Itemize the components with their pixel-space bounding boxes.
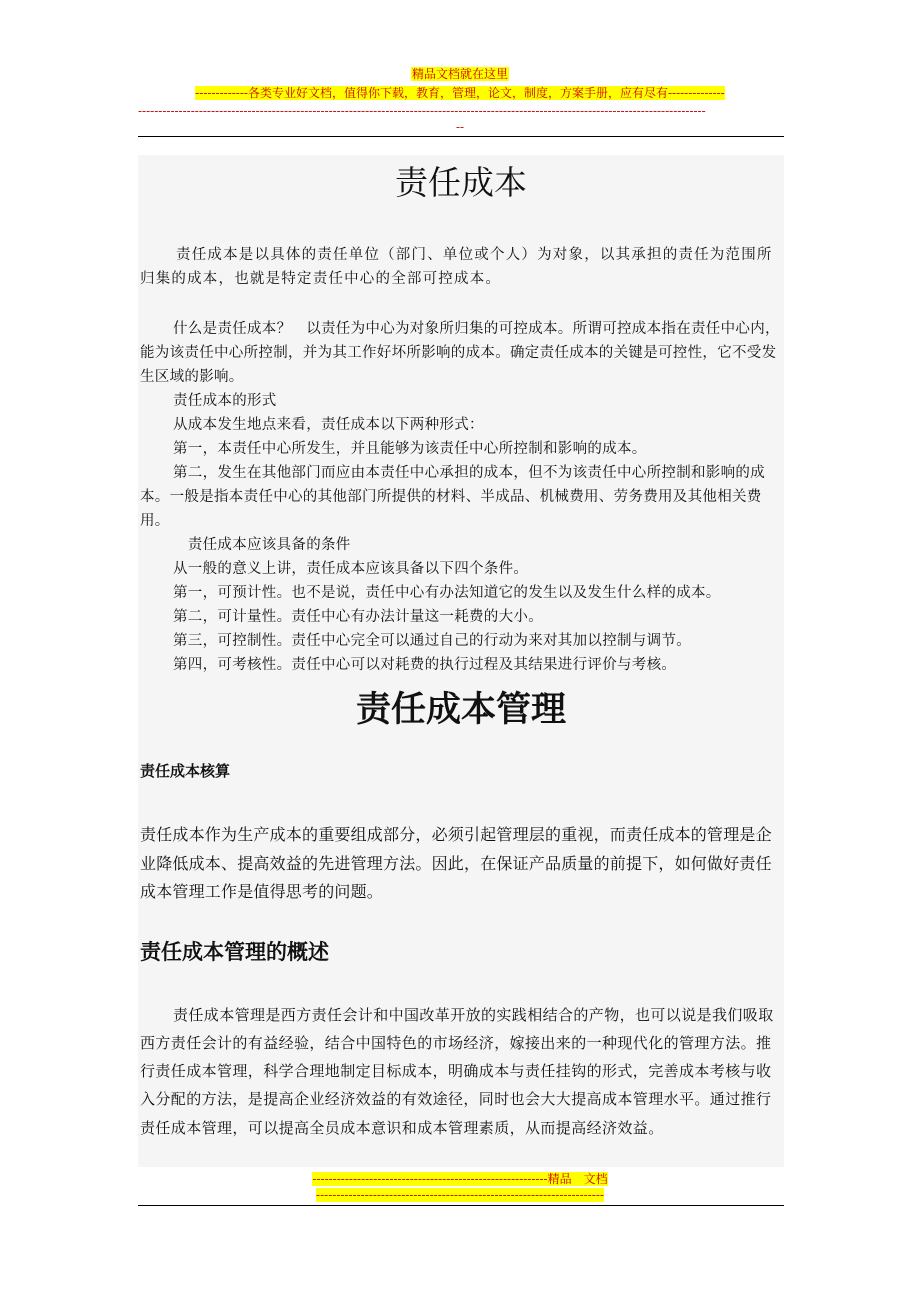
paragraph-forms-intro: 从成本发生地点来看，责任成本以下两种形式： [173, 417, 484, 433]
section-text-accounting: 责任成本作为生产成本的重要组成部分，必须引起管理层的重视，而责任成本的管理是企业降低成本、提高效益的先进管理方法。因此，在保证产品质量的前提下，如何做好责任成本管理工作是值得思考的问题。 [140, 825, 772, 901]
header-tagline: -------------各类专业好文档，值得你下载，教育，管理，论文，制度，方案手册，应有尽有-------------- [195, 86, 725, 100]
doc-title: 责任成本 [395, 163, 527, 202]
section-text-overview: 责任成本管理是西方责任会计和中国改革开放的实践相结合的产物，也可以说是我们吸取西方责任会计的有益经验，结合中国特色的市场经济，嫁接出来的一种现代化的管理方法。推行责任成本管理，科学合理地制定目标成本，明确成本与责任挂钩的形式，完善成本考核与收入分配的方法，是提高企业经济效益的有效途径，同时也会大大提高成本管理水平。通过推行责任成本管理，可以提高全员成本意识和成本管理素质，从而提高经济效益。 [140, 1005, 774, 1137]
document-body [140, 155, 782, 1142]
footer-dash-line: ----------------------------------------------------------------------- [316, 1188, 604, 1202]
header-dash-tail: -- [455, 120, 465, 134]
header-rule [138, 136, 784, 137]
paragraph-condition-2: 第二，可计量性。责任中心有办法计量这一耗费的大小。 [173, 609, 543, 625]
paragraph-what-is: 什么是责任成本？ 以责任为中心为对象所归集的可控成本。所谓可控成本指在责任中心内，能为该责任中心所控制，并为其工作好坏所影响的成本。确定责任成本的关键是可控性，它不受发生区域的影响。 [140, 321, 780, 385]
intro-paragraph: 责任成本是以具体的责任单位（部门、单位或个人）为对象，以其承担的责任为范围所归集的成本，也就是特定责任中心的全部可控成本。 [140, 247, 773, 287]
section-heading-accounting: 责任成本核算 [140, 762, 231, 780]
paragraph-conditions-heading: 责任成本应该具备的条件 [173, 537, 351, 553]
paragraph-condition-3: 第三，可控制性。责任中心完全可以通过自己的行动为来对其加以控制与调节。 [173, 633, 691, 649]
paragraph-forms-heading: 责任成本的形式 [173, 393, 277, 409]
paragraph-condition-4: 第四，可考核性。责任中心可以对耗费的执行过程及其结果进行评价与考核。 [173, 657, 677, 673]
section-heading-overview: 责任成本管理的概述 [140, 939, 329, 964]
header-top-label: 精品文档就在这里 [411, 67, 508, 81]
paragraph-conditions-intro: 从一般的意义上讲，责任成本应该具备以下四个条件。 [173, 561, 529, 577]
footer-label: ----------------------------------------------------------精品 文档 [312, 1172, 608, 1186]
paragraph-form-1: 第一，本责任中心所发生，并且能够为该责任中心所控制和影响的成本。 [173, 441, 647, 457]
footer-rule [138, 1205, 784, 1206]
header-dash-line: -------------------------------------------------------------------------------------------------------------------------------------------- [138, 104, 706, 118]
paragraph-form-2: 第二，发生在其他部门而应由本责任中心承担的成本，但不为该责任中心所控制和影响的成本。一般是指本责任中心的其他部门所提供的材料、半成品、机械费用、劳务费用及其他相关费用。 [140, 465, 765, 529]
doc-title-2: 责任成本管理 [355, 689, 566, 730]
paragraph-condition-1: 第一，可预计性。也不是说，责任中心有办法知道它的发生以及发生什么样的成本。 [173, 585, 721, 601]
